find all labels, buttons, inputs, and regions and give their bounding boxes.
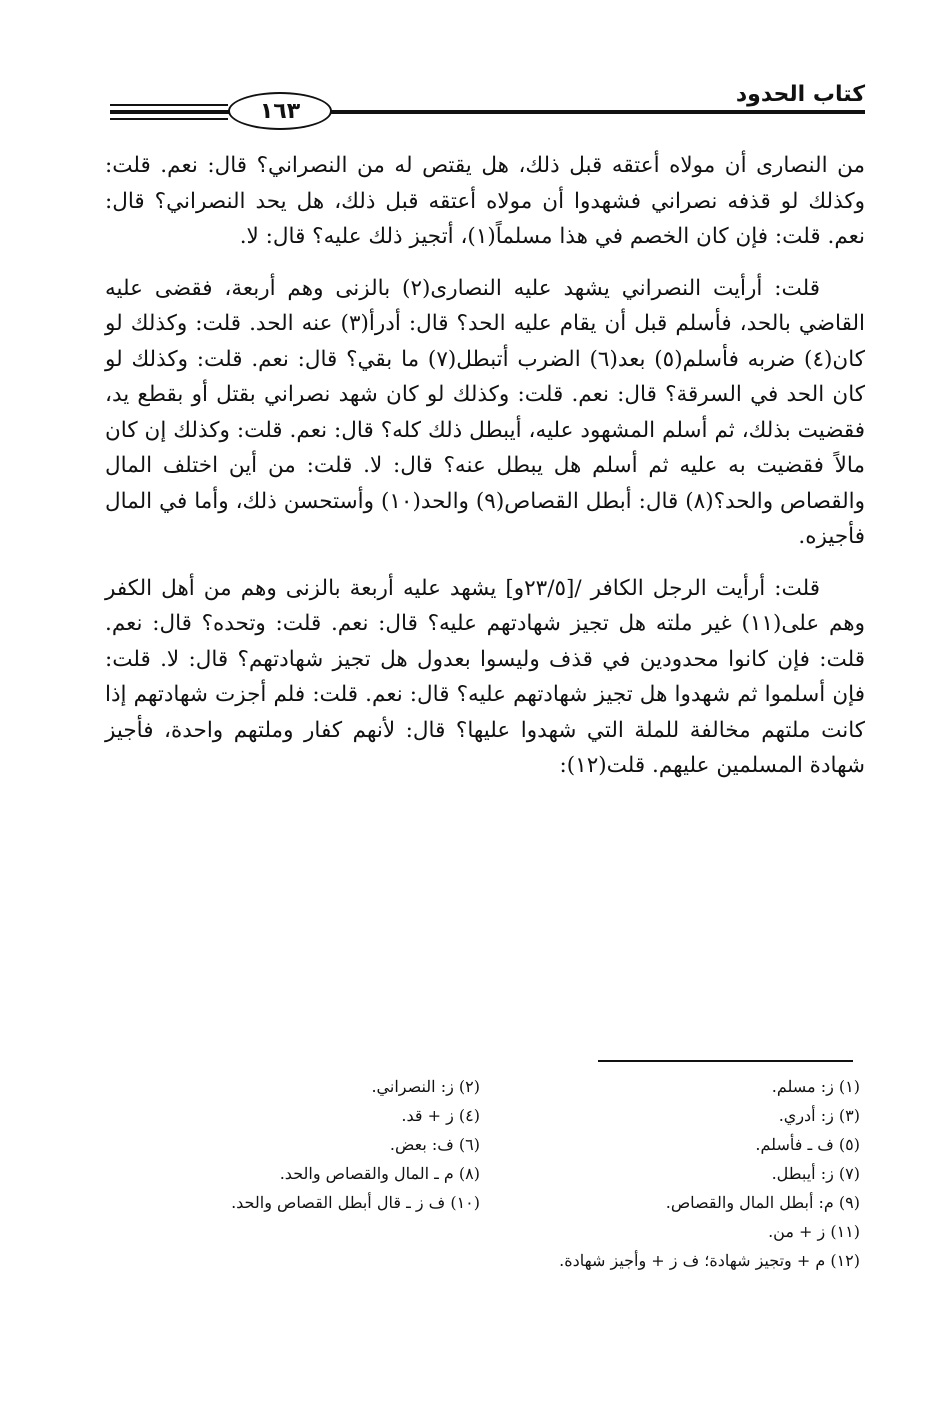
footnote-row (100, 1072, 860, 1101)
header-rule-bottom (110, 118, 228, 120)
footnote: (١) ز: مسلم. (771, 1077, 860, 1096)
footnote: (٦) ف: بعض. (389, 1135, 480, 1154)
footnote: (٩) م: أبطل المال والقصاص. (665, 1193, 860, 1212)
footnote: (٢) ز: النصراني. (371, 1077, 480, 1096)
footnote: (٨) م ـ المال والقصاص والحد. (279, 1164, 480, 1183)
footnote-separator (598, 1060, 853, 1062)
footnote: (٣) ز: أدري. (778, 1106, 860, 1125)
paragraph: قلت: أرأيت النصراني يشهد عليه النصارى(٢) بالزنى وهم أربعة، فقضى عليه القاضي بالحد، فأسلم قبل أن يقام عليه الحد؟ قال: أدرأ(٣) عنه الحد. قلت: وكذلك لو كان(٤) ضربه فأسلم(٥) بعد(٦) الضرب أتبطل(٧) ما بقي؟ قال: نعم. قلت: وكذلك لو كان الحد في السرقة؟ قال: نعم. قلت: وكذلك لو كان شهد نصراني بقتل أو بقطع يد، فقضيت بذلك، ثم أسلم المشهود عليه، أيبطل ذلك كله؟ قال: نعم. قلت: وكذلك إن كان مالاً فقضيت به عليه ثم أسلم هل يبطل عنه؟ قال: لا. قلت: من أين اختلف المال والقصاص والحد؟(٨) قال: أبطل القصاص(٩) والحد(١٠) وأستحسن ذلك، وأما في المال فأجيزه. (105, 275, 865, 549)
page-number: ١٦٣ (228, 92, 332, 130)
header-rule-top (110, 104, 228, 106)
footnote: (١٠) ف ز ـ قال أبطل القصاص والحد. (231, 1193, 480, 1212)
footnote-row (100, 1188, 860, 1217)
header-rule (110, 110, 865, 114)
paragraph: من النصارى أن مولاه أعتقه قبل ذلك، هل يقتص له من النصراني؟ قال: نعم. قلت: وكذلك لو قذفه نصراني فشهدوا أن مولاه أعتقه قبل ذلك، هل يحد النصراني؟ قال: نعم. قلت: فإن كان الخصم في هذا مسلماً(١)، أتجيز ذلك عليه؟ قال: لا. (105, 153, 865, 249)
footnote: (٧) ز: أيبطل. (771, 1164, 860, 1183)
main-text (105, 148, 865, 800)
footnote: (١١) ز + من. (768, 1222, 860, 1241)
footnote-row (100, 1130, 860, 1159)
footnote: (٥) ف ـ فأسلم. (755, 1135, 860, 1154)
running-title: كتاب الحدود (735, 82, 865, 107)
footnote-row (100, 1101, 860, 1130)
footnotes (100, 1072, 860, 1275)
footnote: (١٢) م + وتجيز شهادة؛ ف ز + وأجيز شهادة. (559, 1251, 860, 1270)
paragraph: قلت: أرأيت الرجل الكافر /[٢٣/٥و] يشهد عليه أربعة بالزنى وهم من أهل الكفر وهم على(١١) غير ملته هل تجيز شهادتهم عليه؟ قال: نعم. قلت: وتحده؟ قال: نعم. قلت: فإن كانوا محدودين في قذف وليسوا بعدول هل تجيز شهادتهم؟ قال: لا. قلت: فإن أسلموا ثم شهدوا هل تجيز شهادتهم عليه؟ قال: نعم. قلت: فلم أجزت شهادتهم إذا كانت ملتهم مخالفة للملة التي شهدوا عليها؟ قال: لأنهم كفار وملتهم واحدة، فأجيز شهادة المسلمين عليهم. قلت(١٢): (105, 575, 865, 778)
page-header (100, 78, 865, 128)
footnote: (٤) ز + قد. (401, 1106, 480, 1125)
footnote-row (100, 1159, 860, 1188)
